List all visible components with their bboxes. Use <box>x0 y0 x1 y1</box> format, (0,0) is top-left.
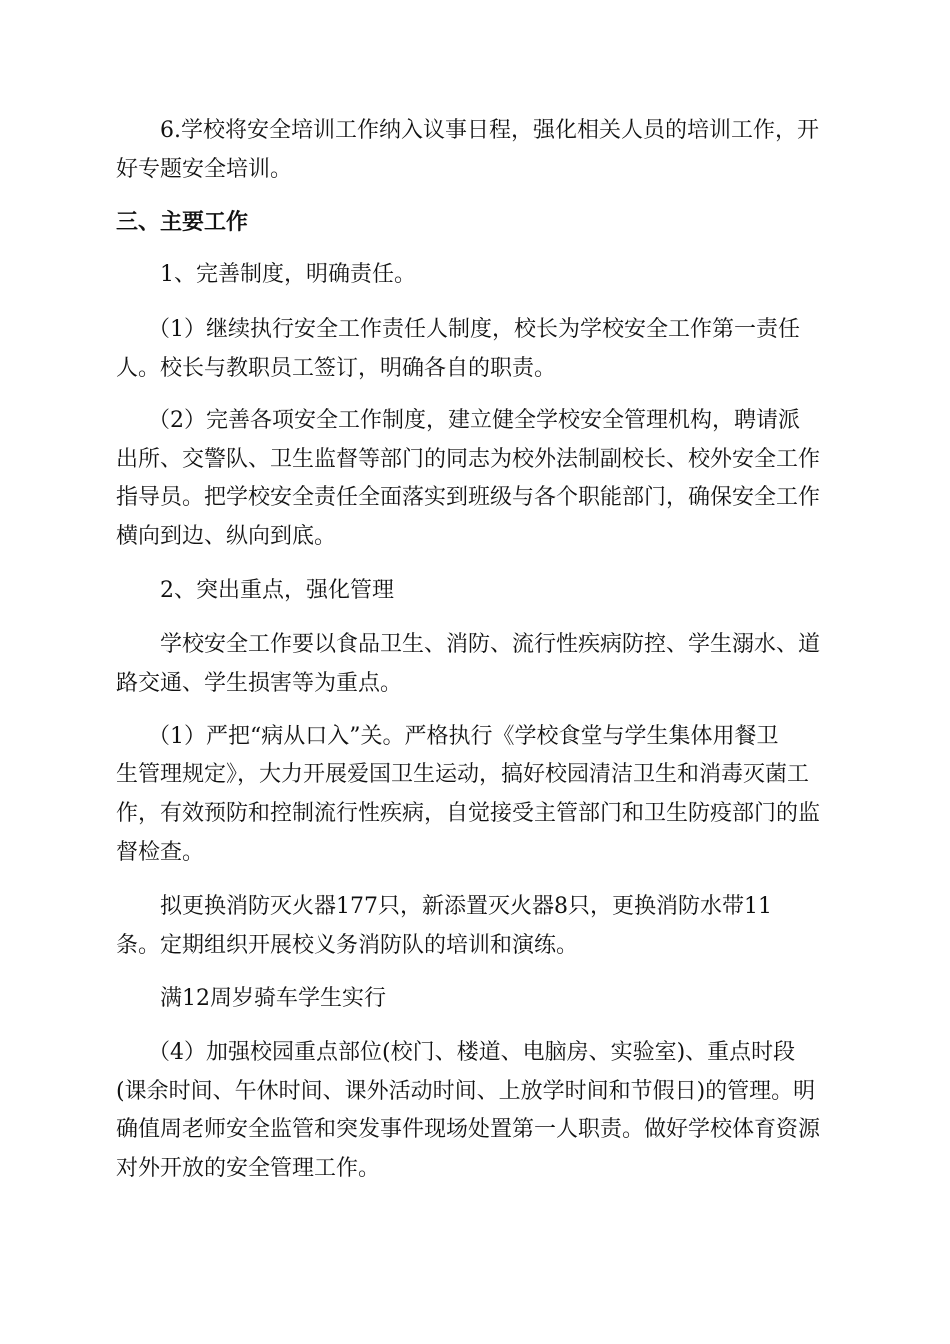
paragraph-line: 满12周岁骑车学生实行 <box>160 986 386 1011</box>
paragraph-line: （1）继续执行安全工作责任人制度，校长为学校安全工作第一责任 <box>148 317 800 342</box>
paragraph-line: 作，有效预防和控制流行性疾病，自觉接受主管部门和卫生防疫部门的监 <box>116 801 821 826</box>
section-heading: 三、主要工作 <box>116 209 249 235</box>
paragraph-line: （4）加强校园重点部位(校门、楼道、电脑房、实验室)、重点时段 <box>148 1040 796 1065</box>
paragraph-line: 横向到边、纵向到底。 <box>116 524 337 549</box>
paragraph-line: 6.学校将安全培训工作纳入议事日程，强化相关人员的培训工作，开 <box>160 118 819 143</box>
subsection-heading: 2、突出重点，强化管理 <box>160 578 394 603</box>
paragraph-line: （2）完善各项安全工作制度，建立健全学校安全管理机构，聘请派 <box>148 408 800 433</box>
paragraph-line: 督检查。 <box>116 840 205 865</box>
paragraph-line: （1）严把“病从口入”关。严格执行《学校食堂与学生集体用餐卫 <box>148 724 779 749</box>
paragraph-line: 生管理规定》，大力开展爱国卫生运动，搞好校园清洁卫生和消毒灭菌工 <box>116 762 810 787</box>
paragraph-line: 拟更换消防灭火器177只，新添置灭火器8只，更换消防水带11 <box>160 894 772 919</box>
paragraph-line: 学校安全工作要以食品卫生、消防、流行性疾病防控、学生溺水、道 <box>160 632 821 657</box>
paragraph-line: 路交通、学生损害等为重点。 <box>116 671 403 696</box>
paragraph-line: 人。校长与教职员工签订，明确各自的职责。 <box>116 356 557 381</box>
subsection-heading: 1、完善制度，明确责任。 <box>160 262 416 287</box>
paragraph-line: 好专题安全培训。 <box>116 157 293 182</box>
paragraph-line: (课余时间、午休时间、课外活动时间、上放学时间和节假日)的管理。明 <box>116 1079 816 1104</box>
paragraph-line: 条。定期组织开展校义务消防队的培训和演练。 <box>116 933 579 958</box>
paragraph-line: 确值周老师安全监管和突发事件现场处置第一人职责。做好学校体育资源 <box>116 1117 821 1142</box>
paragraph-line: 出所、交警队、卫生监督等部门的同志为校外法制副校长、校外安全工作 <box>116 447 821 472</box>
paragraph-line: 指导员。把学校安全责任全面落实到班级与各个职能部门，确保安全工作 <box>116 485 821 510</box>
paragraph-line: 对外开放的安全管理工作。 <box>116 1156 381 1181</box>
